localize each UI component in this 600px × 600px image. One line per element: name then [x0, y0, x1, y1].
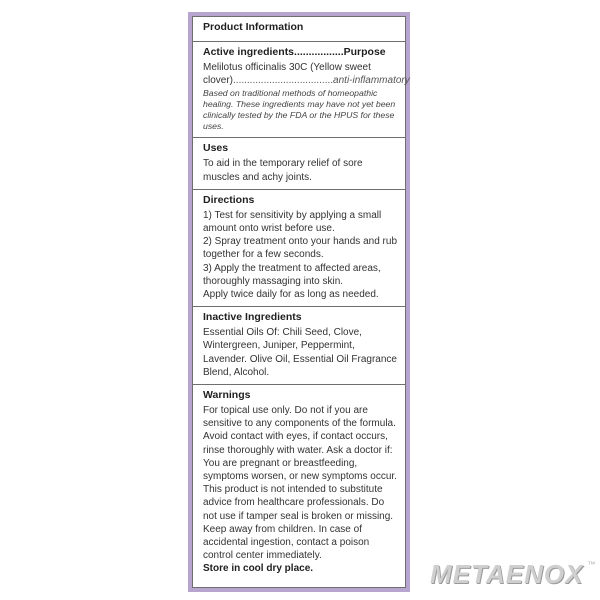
ingredient-name-end: clover)	[203, 75, 234, 87]
direction-step-1: 1) Test for sensitivity by applying a small amount onto wrist before use.	[203, 209, 382, 235]
direction-step-2: 2) Spray treatment onto your hands and rub together for a few seconds.	[203, 236, 398, 261]
uses-heading: Uses	[203, 142, 229, 155]
brand-watermark	[430, 556, 596, 592]
active-ingredients-heading: Active ingredients.................Purpose	[203, 46, 386, 58]
direction-frequency: Apply twice daily for as long as needed.	[203, 289, 379, 301]
uses-text: To aid in the temporary relief of sore muscles and achy joints.	[203, 158, 363, 183]
directions-section	[193, 190, 405, 307]
inactive-ingredients-section	[193, 307, 405, 385]
active-ingredients-section	[193, 42, 410, 138]
product-label-box	[188, 12, 410, 592]
inactive-ingredients-text: Essential Oils Of: Chili Seed, Clove, Wintergreen, Juniper, Peppermint, Lavender. Olive Oil, Essential Oil Fragrance Blend, Alcohol.	[203, 327, 397, 378]
product-information-header-section	[193, 17, 405, 42]
brand-logo-text: METAENOX	[430, 558, 584, 589]
direction-step-3: 3) Apply the treatment to affected areas, thoroughly massaging into skin.	[203, 262, 381, 287]
warnings-section	[193, 385, 405, 580]
ingredient-purpose: anti-inflammatory	[333, 75, 410, 87]
leader-dots: ....................................	[233, 75, 334, 87]
ingredient-line-1: Melilotus officinalis 30C (Yellow sweet	[203, 62, 371, 73]
warnings-text: For topical use only. Do not if you are sensitive to any components of the formula. Avoid contact with eyes, if contact occurs, rinse thoroughly with water. Ask a doctor if: You are pregnant or breastfeeding, symptoms worsen, or new symptoms occur. This product is not intended to substitute advice from healthcare professionals. Do not use if tamper seal is broken or missing. Keep away from children. In case of accidental ingestion, contact a poison control center immediately.	[203, 405, 397, 562]
homeopathic-disclaimer: Based on traditional methods of homeopathic healing. These ingredients may have not yet been clinically tested by the FDA or the HPUS for these uses.	[203, 88, 396, 132]
directions-heading: Directions	[203, 193, 255, 206]
trademark-mark: ™	[587, 560, 596, 569]
ingredient-line-2	[203, 74, 410, 87]
uses-section	[193, 138, 405, 189]
storage-instruction: Store in cool dry place.	[203, 563, 314, 575]
product-information-panel	[192, 16, 410, 588]
inactive-ingredients-heading: Inactive Ingredients	[203, 311, 302, 324]
panel-title: Product Information	[203, 21, 304, 33]
warnings-heading: Warnings	[203, 389, 251, 402]
